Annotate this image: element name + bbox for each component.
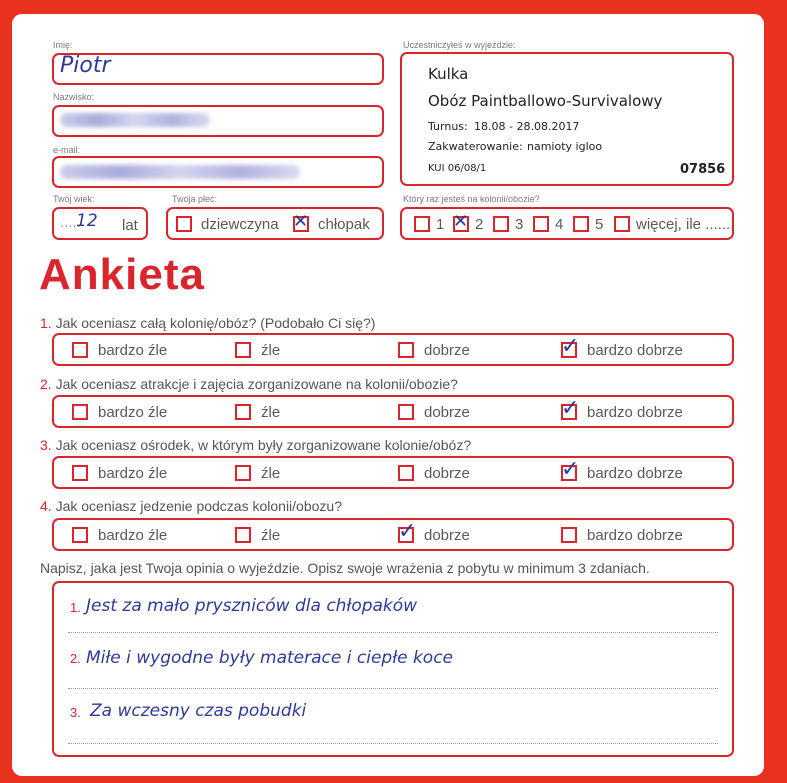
opinion-text: Za wczesny czas pobudki [90, 701, 307, 721]
q4-very-good-label: bardzo dobrze [587, 527, 683, 544]
times-more-label: więcej, ile ....... [636, 216, 735, 233]
q2-bad-label: źle [261, 404, 281, 421]
question-text: Jak oceniasz całą kolonię/obóz? (Podobało Ci się?) [55, 315, 376, 331]
q1-good-checkbox[interactable] [398, 342, 414, 358]
q1-check-mark: ✓ [561, 334, 580, 359]
q4-very-bad-checkbox[interactable] [72, 527, 88, 543]
question-text: Jak oceniasz atrakcje i zajęcia zorganizowane na kolonii/obozie? [55, 376, 458, 392]
accommodation-label: Zakwaterowanie: [428, 140, 523, 153]
q4-check-mark: ✓ [398, 519, 417, 544]
q1-bad-checkbox[interactable] [235, 342, 251, 358]
times-4-label: 4 [555, 216, 564, 233]
q3-very-bad-label: bardzo źle [98, 465, 168, 482]
question-number: 2. [40, 376, 52, 392]
q2-very-good-label: bardzo dobrze [587, 404, 683, 421]
q2-very-bad-label: bardzo źle [98, 404, 168, 421]
times-5-checkbox[interactable] [573, 216, 589, 232]
gender-girl-checkbox[interactable] [176, 216, 192, 232]
times-5-label: 5 [595, 216, 604, 233]
age-dots: ..... [60, 214, 81, 231]
times-3-checkbox[interactable] [493, 216, 509, 232]
times-4-checkbox[interactable] [533, 216, 549, 232]
email-label: e-mail: [53, 145, 81, 155]
q2-check-mark: ✓ [561, 396, 580, 421]
question-text: Jak oceniasz jedzenie podczas kolonii/obozu? [55, 498, 342, 514]
name-value: Piotr [60, 53, 111, 78]
question-3 [40, 437, 471, 453]
times-more-checkbox[interactable] [614, 216, 630, 232]
line-1 [68, 632, 718, 633]
q3-bad-label: źle [261, 465, 281, 482]
q2-good-checkbox[interactable] [398, 404, 414, 420]
question-text: Jak oceniasz ośrodek, w którym były zorganizowane kolonie/obóz? [55, 437, 472, 453]
q3-bad-checkbox[interactable] [235, 465, 251, 481]
opinion-text: Miłe i wygodne były materace i ciepłe koce [86, 648, 454, 668]
gender-boy-label: chłopak [318, 216, 370, 233]
age-label: Twój wiek: [53, 194, 95, 204]
q3-very-bad-checkbox[interactable] [72, 465, 88, 481]
camp-name: Obóz Paintballowo-Survivalowy [428, 92, 663, 110]
q2-good-label: dobrze [424, 404, 470, 421]
opinion-number: 1. [70, 600, 81, 615]
question-4 [40, 498, 342, 514]
q3-check-mark: ✓ [561, 457, 580, 482]
name-label: Imię: [53, 40, 73, 50]
age-unit: lat [122, 217, 138, 234]
times-2-check-mark: ✕ [453, 211, 469, 232]
accommodation-value: namioty igloo [527, 140, 603, 153]
q3-very-good-label: bardzo dobrze [587, 465, 683, 482]
email-redacted [60, 165, 300, 179]
q3-good-label: dobrze [424, 465, 470, 482]
gender-boy-check-mark: ✕ [293, 211, 309, 232]
times-3-label: 3 [515, 216, 524, 233]
q4-very-bad-label: bardzo źle [98, 527, 168, 544]
turnus-label: Turnus: [428, 120, 468, 133]
trip-label: Uczestniczyłeś w wyjeździe: [403, 40, 516, 50]
q4-very-good-checkbox[interactable] [561, 527, 577, 543]
question-number: 4. [40, 498, 52, 514]
times-1-checkbox[interactable] [414, 216, 430, 232]
times-1-label: 1 [436, 216, 445, 233]
opinion-number: 2. [70, 651, 81, 666]
q1-very-bad-checkbox[interactable] [72, 342, 88, 358]
trip-code: KUI 06/08/1 [428, 163, 487, 174]
question-number: 3. [40, 437, 52, 453]
times-label: Który raz jesteś na kolonii/obozie? [403, 194, 540, 204]
line-2 [68, 688, 718, 689]
q4-bad-checkbox[interactable] [235, 527, 251, 543]
times-2-label: 2 [475, 216, 484, 233]
opinion-prompt: Napisz, jaka jest Twoja opinia o wyjeździe. Opisz swoje wrażenia z pobytu w minimum 3 zdaniach. [40, 560, 650, 576]
q1-good-label: dobrze [424, 342, 470, 359]
gender-girl-label: dziewczyna [201, 216, 279, 233]
organizer: Kulka [428, 65, 469, 83]
q4-bad-label: źle [261, 527, 281, 544]
surname-redacted [60, 113, 210, 127]
trip-number: 07856 [680, 162, 726, 177]
question-2 [40, 376, 458, 392]
age-value: 12 [76, 211, 98, 231]
q2-very-bad-checkbox[interactable] [72, 404, 88, 420]
opinion-text: Jest za mało pryszniców dla chłopaków [86, 596, 418, 616]
q2-bad-checkbox[interactable] [235, 404, 251, 420]
gender-label: Twoja płeć: [172, 194, 218, 204]
q1-bad-label: źle [261, 342, 281, 359]
question-number: 1. [40, 315, 52, 331]
opinion-number: 3. [70, 705, 81, 720]
survey-title: Ankieta [39, 250, 205, 299]
turnus-value: 18.08 - 28.08.2017 [474, 120, 580, 133]
q4-good-label: dobrze [424, 527, 470, 544]
q1-very-bad-label: bardzo źle [98, 342, 168, 359]
q3-good-checkbox[interactable] [398, 465, 414, 481]
surname-label: Nazwisko: [53, 92, 95, 102]
q1-very-good-label: bardzo dobrze [587, 342, 683, 359]
line-3 [68, 743, 718, 744]
question-1 [40, 315, 375, 331]
